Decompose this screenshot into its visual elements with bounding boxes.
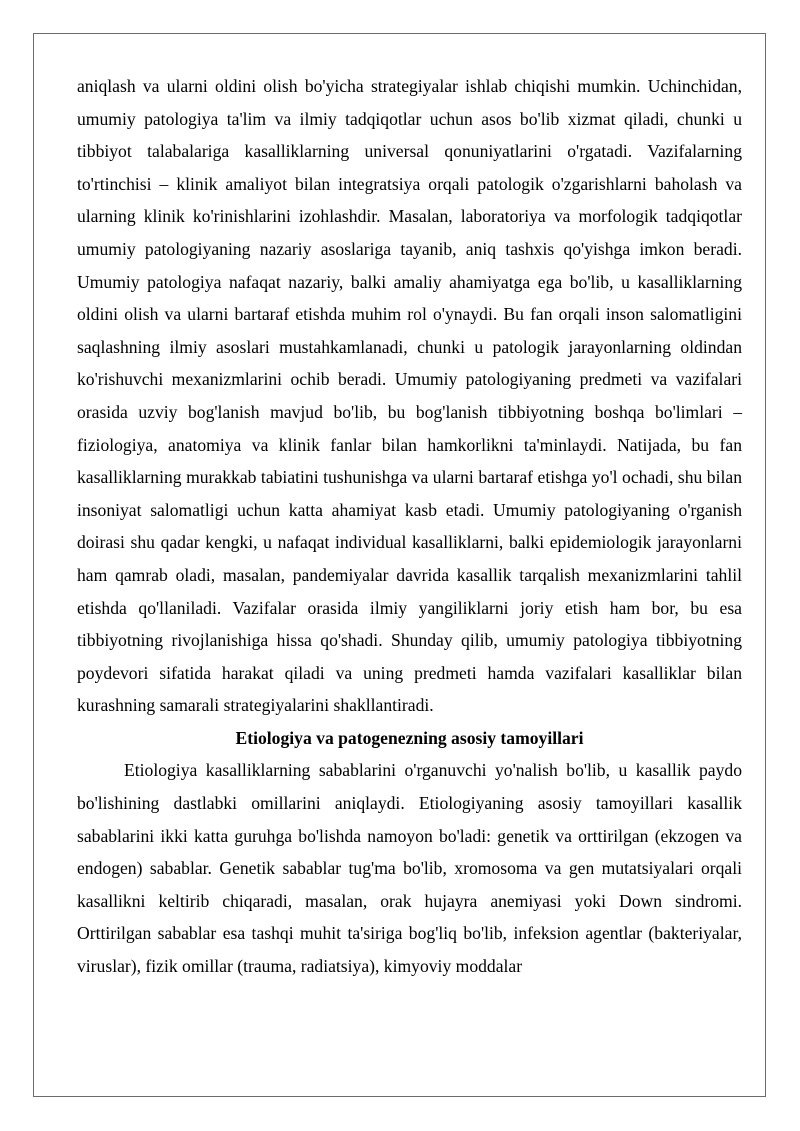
section-heading: Etiologiya va patogenezning asosiy tamoyillari: [235, 727, 584, 748]
paragraph-continued: aniqlash va ularni oldini olish bo'yicha strategiyalar ishlab chiqishi mumkin. Uchinchidan, umumiy patologiya ta'lim va ilmiy tadqiqotlar uchun asos bo'lib xizmat qiladi, chunki u tibbiyot talabalariga kasalliklarning universal qonuniyatlarini o'rgatadi. Vazifalarning to'rtinchisi – klinik amaliyot bilan integratsiya orqali patologik o'zgarishlarni baholash va ularning klinik ko'rinishlarini izohlashdir. Masalan, laboratoriya va morfologik tadqiqotlar umumiy patologiyaning nazariy asoslariga tayanib, aniq tashxis qo'yishga imkon beradi. Umumiy patologiya nafaqat nazariy, balki amaliy ahamiyatga ega bo'lib, u kasalliklarning oldini olish va ularni bartaraf etishda muhim rol o'ynaydi. Bu fan orqali inson salomatligini saqlashning ilmiy asoslari mustahkamlanadi, chunki u patologik jarayonlarning oldindan ko'rishuvchi mexanizmlarini ochib beradi. Umumiy patologiyaning predmeti va vazifalari orasida uzviy bog'lanish mavjud bo'lib, bu bog'lanish tibbiyotning boshqa bo'limlari – fiziologiya, anatomiya va klinik fanlar bilan hamkorlikni ta'minlaydi. Natijada, bu fan kasalliklarning murakkab tabiatini tushunishga va ularni bartaraf etishga yo'l ochadi, shu bilan insoniyat salomatligi uchun katta ahamiyat kasb etadi. Umumiy patologiyaning o'rganish doirasi shu qadar kengki, u nafaqat individual kasalliklarni, balki epidemiologik jarayonlarni ham qamrab oladi, masalan, pandemiyalar davrida kasallik tarqalish mexanizmlarini tahlil etishda qo'llaniladi. Vazifalar orasida ilmiy yangiliklarni joriy etish ham bor, bu esa tibbiyotning rivojlanishiga hissa qo'shadi. Shunday qilib, umumiy patologiya tibbiyotning poydevori sifatida harakat qiladi va uning predmeti hamda vazifalari kasalliklar bilan kurashning samarali strategiyalarini shakllantiradi.: [77, 76, 742, 716]
document-body: [77, 70, 742, 983]
paragraph-etiology: Etiologiya kasalliklarning sabablarini o'rganuvchi yo'nalish bo'lib, u kasallik paydo bo'lishining dastlabki omillarini aniqlaydi. Etiologiyaning asosiy tamoyillari kasallik sabablarini ikki katta guruhga bo'lishda namoyon bo'ladi: genetik va orttirilgan (ekzogen va endogen) sabablar. Genetik sabablar tug'ma bo'lib, xromosoma va gen mutatsiyalari orqali kasallikni keltirib chiqaradi, masalan, orak hujayra anemiyasi yoki Down sindromi. Orttirilgan sabablar esa tashqi muhit ta'siriga bog'liq bo'lib, infeksion agentlar (bakteriyalar, viruslar), fizik omillar (trauma, radiatsiya), kimyoviy moddalar: [77, 760, 742, 977]
